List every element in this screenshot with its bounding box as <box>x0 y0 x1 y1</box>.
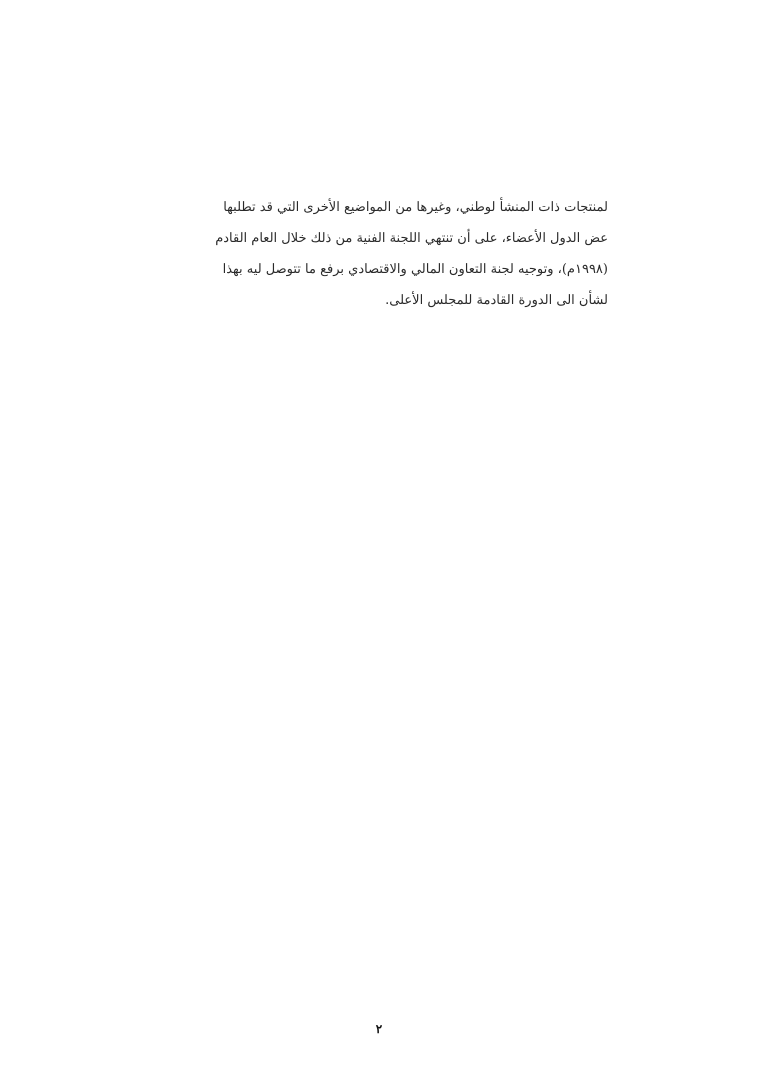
page-number: ٢ <box>375 1022 383 1036</box>
body-paragraph <box>160 192 608 316</box>
text-line-3: (١٩٩٨م)، وتوجيه لجنة التعاون المالي والاقتصادي برفع ما تتوصل ليه بهذا <box>222 262 608 277</box>
text-line-2: عض الدول الأعضاء، على أن تنتهي اللجنة الفنية من ذلك خلال العام القادم <box>215 231 608 246</box>
text-line-1: لمنتجات ذات المنشأ لوطني، وغيرها من المواضيع الأخرى التي قد تطلبها <box>223 200 608 215</box>
text-line-4: لشأن الى الدورة القادمة للمجلس الأعلى. <box>385 293 608 308</box>
